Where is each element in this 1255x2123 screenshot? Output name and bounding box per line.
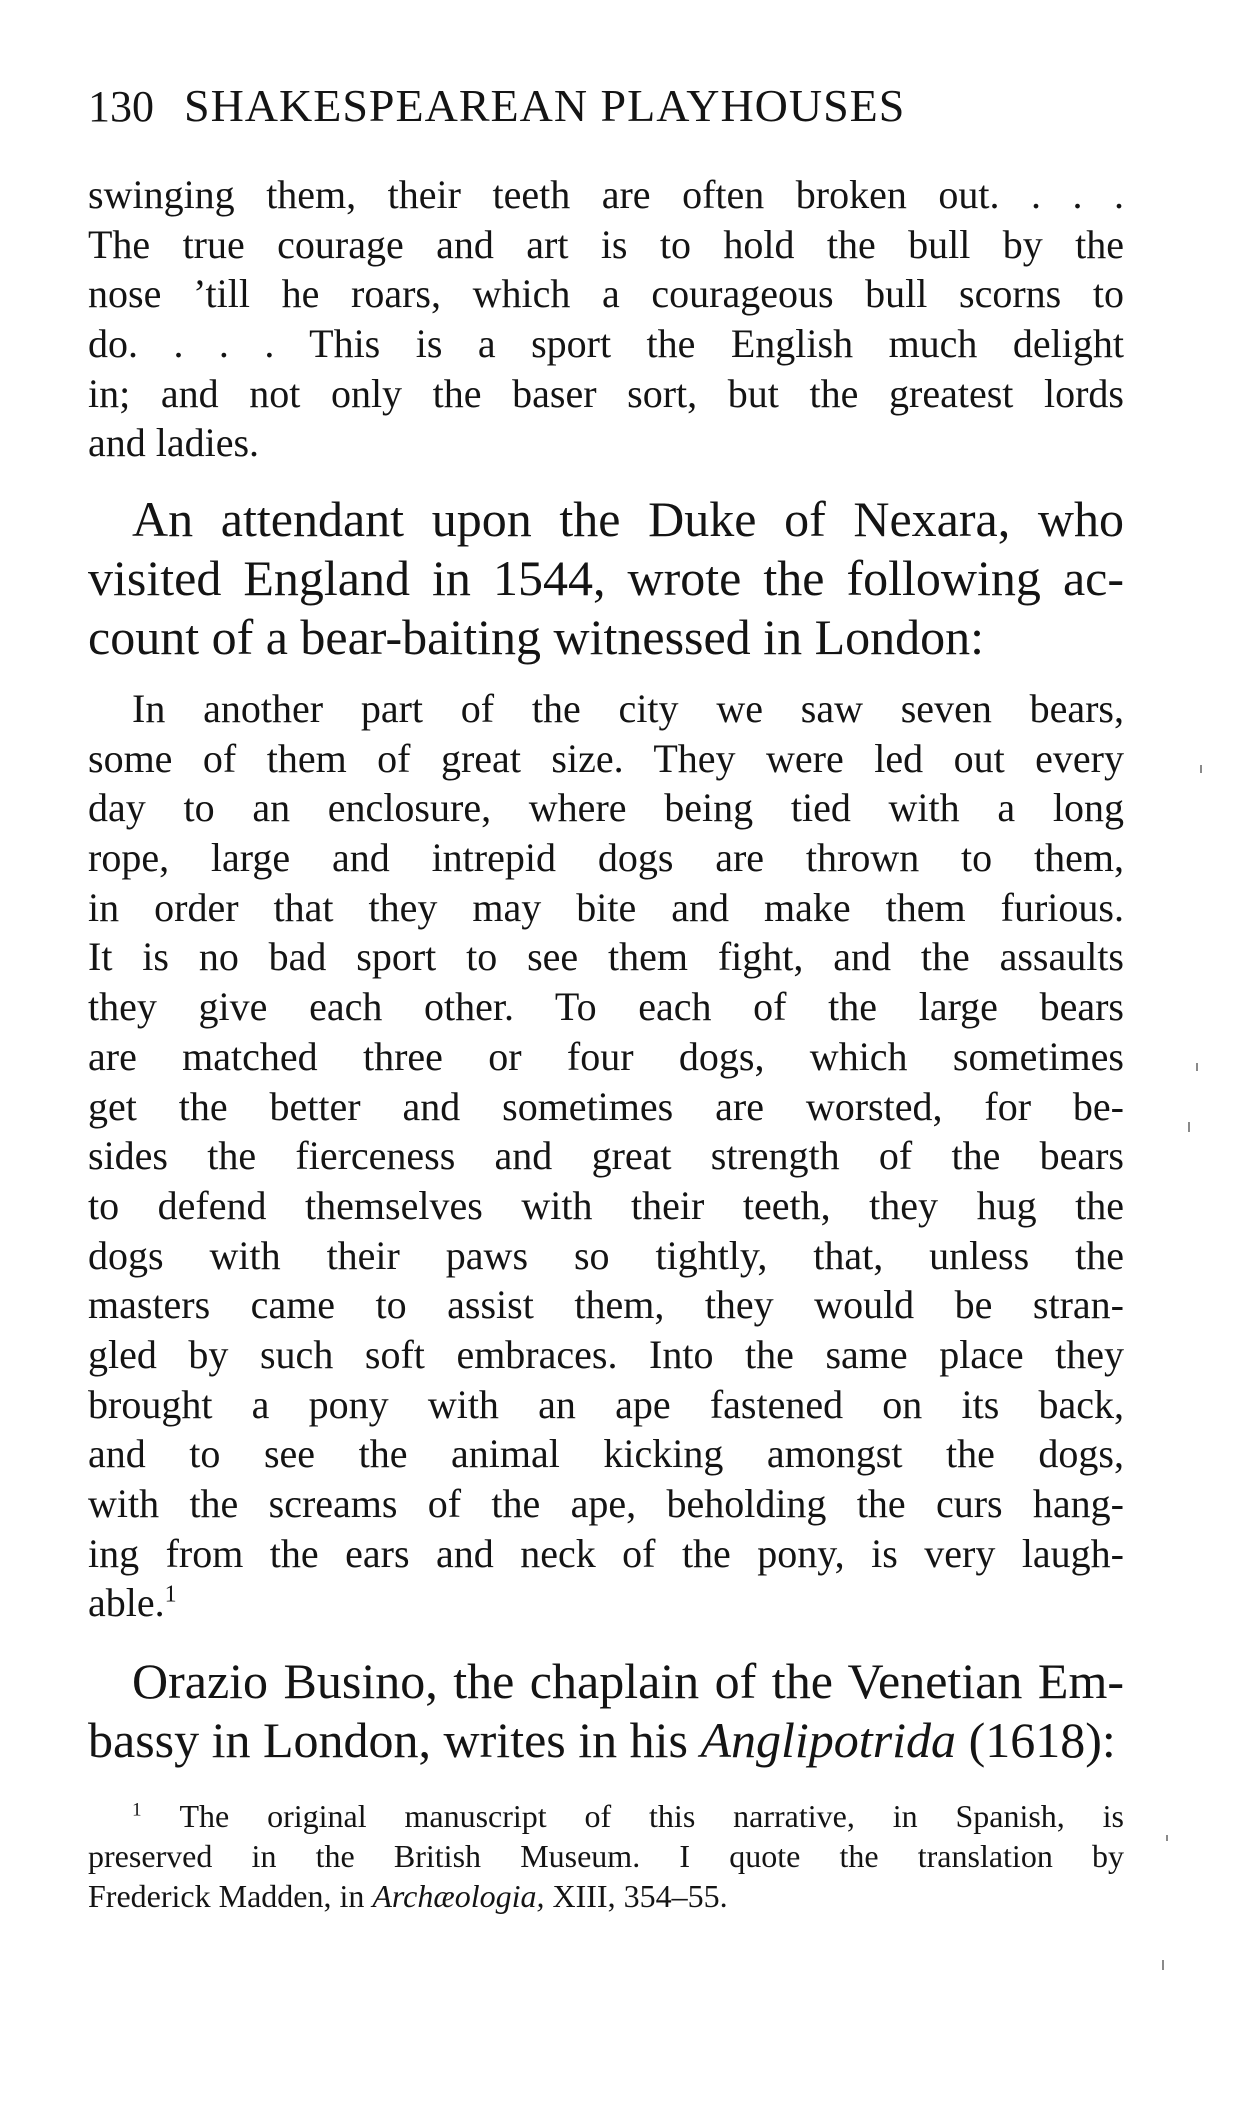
work-title: Anglipotrida xyxy=(700,1712,957,1768)
footnote-text: The original manuscript of this narrative, in Spanish, is xyxy=(179,1798,1125,1834)
text-line: and to see the animal kicking amongst the dogs, xyxy=(88,1431,1124,1477)
text-line-content: (1618): xyxy=(956,1712,1116,1768)
text-line: dogs with their paws so tightly, that, unless the xyxy=(88,1232,1124,1278)
text-line: swinging them, their teeth are often broken out. . . . xyxy=(88,172,1124,217)
footnote-line xyxy=(88,1876,1124,1916)
text-line: some of them of great size. They were led out every xyxy=(88,735,1124,781)
text-line: In another part of the city we saw seven bears, xyxy=(132,686,1124,731)
paragraph-orazio-busino xyxy=(88,1652,1124,1770)
text-line: to defend themselves with their teeth, they hug the xyxy=(88,1182,1124,1228)
text-line: rope, large and intrepid dogs are thrown to them, xyxy=(88,835,1124,881)
text-line: brought a pony with an ape fastened on its back, xyxy=(88,1381,1124,1427)
text-line: An attendant upon the Duke of Nexara, who xyxy=(132,491,1124,547)
text-line: count of a bear-baiting witnessed in London: xyxy=(88,609,984,665)
running-title: SHAKESPEAREAN PLAYHOUSES xyxy=(184,80,906,131)
running-head xyxy=(88,78,1124,135)
footnote-line xyxy=(88,1796,1124,1836)
text-line: get the better and sometimes are worsted, for be- xyxy=(88,1083,1124,1129)
text-line: Orazio Busino, the chaplain of the Venetian Em- xyxy=(132,1653,1124,1709)
text-line: they give each other. To each of the large bears xyxy=(88,984,1124,1030)
text-line: gled by such soft embraces. Into the same place they xyxy=(88,1331,1124,1377)
scan-speck xyxy=(1162,1960,1164,1970)
footnote-text: Frederick Madden, in xyxy=(88,1878,373,1914)
text-line-content: bassy in London, writes in his xyxy=(88,1712,701,1768)
footnote-reference: 1 xyxy=(164,1582,177,1609)
footnote xyxy=(88,1796,1124,1916)
scan-speck xyxy=(1166,1835,1168,1841)
text-line: The true courage and art is to hold the bull by the xyxy=(88,221,1124,267)
page-number: 130 xyxy=(88,82,154,131)
scan-speck xyxy=(1200,765,1202,773)
text-line: and ladies. xyxy=(88,420,260,466)
footnote-marker: 1 xyxy=(132,1799,142,1821)
footnote-text: XIII, 354–55. xyxy=(544,1878,728,1914)
text-line: in order that they may bite and make them furious. xyxy=(88,884,1124,930)
scan-speck xyxy=(1188,1122,1190,1132)
quotation-bear-baiting xyxy=(88,684,1124,1628)
text-line: in; and not only the baser sort, but the greatest lords xyxy=(88,370,1124,416)
text-line: ing from the ears and neck of the pony, is very laugh- xyxy=(88,1530,1124,1576)
text-line: sides the fierceness and great strength of the bears xyxy=(88,1133,1124,1179)
text-line: day to an enclosure, where being tied with a long xyxy=(88,785,1124,831)
text-line xyxy=(88,1711,1124,1770)
text-line-content: able. xyxy=(88,1580,165,1626)
text-line: are matched three or four dogs, which sometimes xyxy=(88,1033,1124,1079)
scan-speck xyxy=(1196,1063,1198,1071)
text-line: It is no bad sport to see them fight, and the assaults xyxy=(88,934,1124,980)
quotation-bull-baiting xyxy=(88,170,1124,468)
text-line: nose ’till he roars, which a courageous bull scorns to xyxy=(88,271,1124,317)
text-line: visited England in 1544, wrote the following ac- xyxy=(88,550,1124,606)
paragraph-duke-of-nexara xyxy=(88,490,1124,667)
text-line xyxy=(88,1578,1124,1628)
text-line: masters came to assist them, they would be stran- xyxy=(88,1282,1124,1328)
text-line: do. . . . This is a sport the English much delight xyxy=(88,321,1124,367)
footnote-line: preserved in the British Museum. I quote the translation by xyxy=(88,1838,1124,1874)
text-line: with the screams of the ape, beholding the curs hang- xyxy=(88,1481,1124,1526)
journal-title: Archæologia, xyxy=(372,1878,545,1914)
